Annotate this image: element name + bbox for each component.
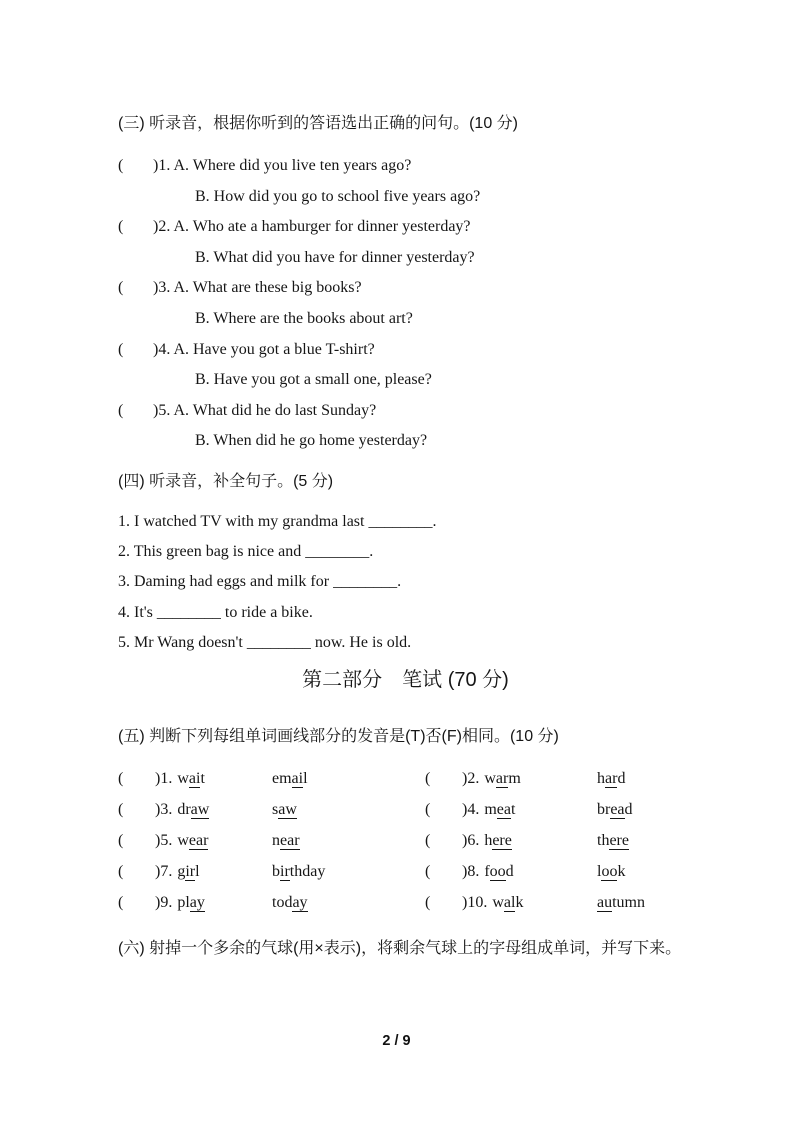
section6-heading: (六) 射掉一个多余的气球(用×表示)，将剩余气球上的字母组成单词，并写下来。 <box>118 939 682 957</box>
word: near <box>272 831 300 849</box>
option-a-text: )2. A. Who ate a hamburger for dinner yesterday? <box>153 218 471 236</box>
question-5-option-a <box>118 396 693 427</box>
fill-sentence-5: 5. Mr Wang doesn't ________ now. He is old. <box>118 633 412 651</box>
pair-9-word-2 <box>272 887 425 918</box>
underlined-letters: au <box>597 893 613 911</box>
pair-3: )3. draw <box>155 800 210 818</box>
word: autumn <box>597 893 645 911</box>
question-2-option-b <box>118 243 693 274</box>
pair-4: )4. meat <box>462 800 516 818</box>
question-5-option-b <box>118 426 693 457</box>
answer-bracket: ( <box>118 279 124 297</box>
section4-heading: (四) 听录音，补全句子。(5 分) <box>118 472 334 490</box>
answer-bracket: ( <box>118 769 124 787</box>
underlined-letters: oo <box>489 862 506 880</box>
word: walk <box>492 893 524 911</box>
word-pair-row <box>118 856 693 887</box>
fill-sentence-1: 1. I watched TV with my grandma last ________. <box>118 512 437 530</box>
word: saw <box>272 800 297 818</box>
underlined-letters: ai <box>188 769 201 787</box>
pair-1: )1. wait <box>155 769 205 787</box>
underlined-letters: aw <box>190 800 210 818</box>
pair-2: )2. warm <box>462 769 521 787</box>
pair-8-word-2 <box>597 856 693 887</box>
answer-bracket: ( <box>425 800 431 818</box>
word: wear <box>177 831 209 849</box>
section4-sentence-list <box>118 507 693 658</box>
word: draw <box>177 800 210 818</box>
question-1-option-a <box>118 151 693 182</box>
pair-8: )8. food <box>462 862 514 880</box>
option-b-text: B. What did you have for dinner yesterday? <box>195 248 475 266</box>
word: bread <box>597 800 633 818</box>
underlined-letters: al <box>503 893 516 911</box>
word: wait <box>177 769 205 787</box>
answer-bracket: ( <box>118 401 124 419</box>
option-b-text: B. How did you go to school five years ago? <box>195 187 481 205</box>
underlined-letters: ir <box>280 862 290 880</box>
answer-bracket: ( <box>118 893 124 911</box>
pair-4-word-2 <box>597 794 693 825</box>
section3-question-list <box>118 151 693 457</box>
pair-2-word-2 <box>597 763 693 794</box>
option-a-text: )4. A. Have you got a blue T-shirt? <box>153 340 375 358</box>
part2-title: 第二部分 笔试 (70 分) <box>302 668 509 691</box>
word: warm <box>484 769 521 787</box>
option-b-text: B. Where are the books about art? <box>195 309 413 327</box>
pair-10-word-2 <box>597 887 693 918</box>
word: meat <box>484 800 516 818</box>
question-3-option-b <box>118 304 693 335</box>
answer-bracket: ( <box>118 340 124 358</box>
page-number: 2 / 9 <box>382 1033 411 1049</box>
fill-sentence-2: 2. This green bag is nice and ________. <box>118 543 374 561</box>
underlined-letters: ea <box>610 800 625 818</box>
word: play <box>177 893 205 911</box>
word-pair-row <box>118 763 693 794</box>
underlined-letters: ere <box>492 831 512 849</box>
option-b-text: B. Have you got a small one, please? <box>195 371 432 389</box>
word: email <box>272 769 308 787</box>
answer-bracket: ( <box>425 862 431 880</box>
word: today <box>272 893 308 911</box>
word-pair-row <box>118 887 693 918</box>
answer-bracket: ( <box>425 769 431 787</box>
underlined-letters: ir <box>185 862 196 880</box>
word: hard <box>597 769 626 787</box>
pair-6: )6. here <box>462 831 512 849</box>
option-a-text: )5. A. What did he do last Sunday? <box>153 401 377 419</box>
underlined-letters: ere <box>609 831 629 849</box>
word: look <box>597 862 626 880</box>
option-a-text: )3. A. What are these big books? <box>153 279 362 297</box>
answer-bracket: ( <box>118 157 124 174</box>
underlined-letters: ar <box>605 769 618 787</box>
answer-bracket: ( <box>425 831 431 849</box>
pair-6-word-2 <box>597 825 693 856</box>
question-3-option-a <box>118 273 693 304</box>
option-a-text: )1. A. Where did you live ten years ago? <box>153 157 412 174</box>
question-4-option-a <box>118 335 693 366</box>
fill-sentence-3: 3. Daming had eggs and milk for ________. <box>118 573 402 591</box>
section5-heading: (五) 判断下列每组单词画线部分的发音是(T)否(F)相同。(10 分) <box>118 727 559 745</box>
answer-bracket: ( <box>118 831 124 849</box>
underlined-letters: ay <box>292 893 308 911</box>
answer-bracket: ( <box>118 862 124 880</box>
pair-7: )7. girl <box>155 862 200 880</box>
underlined-letters: aw <box>278 800 297 818</box>
pair-7-word-2 <box>272 856 425 887</box>
pair-5-word-2 <box>272 825 425 856</box>
underlined-letters: oo <box>601 862 618 880</box>
question-4-option-b <box>118 365 693 396</box>
question-2-option-a <box>118 212 693 243</box>
word: there <box>597 831 629 849</box>
section3-heading: (三) 听录音，根据你听到的答语选出正确的问句。(10 分) <box>118 115 519 132</box>
word-pair-row <box>118 825 693 856</box>
underlined-letters: ear <box>188 831 209 849</box>
underlined-letters: ay <box>189 893 205 911</box>
word: here <box>484 831 512 849</box>
pair-1-word-2 <box>272 763 425 794</box>
pair-10: )10. walk <box>462 893 524 911</box>
word: girl <box>177 862 200 880</box>
underlined-letters: ar <box>495 769 509 787</box>
pair-3-word-2 <box>272 794 425 825</box>
underlined-letters: ear <box>280 831 300 849</box>
answer-bracket: ( <box>425 893 431 911</box>
fill-sentence-4: 4. It's ________ to ride a bike. <box>118 603 313 621</box>
option-b-text: B. When did he go home yesterday? <box>195 432 428 450</box>
word-pair-row <box>118 794 693 825</box>
underlined-letters: ai <box>291 769 304 787</box>
word: birthday <box>272 862 326 880</box>
word: food <box>484 862 514 880</box>
underlined-letters: ea <box>496 800 511 818</box>
answer-bracket: ( <box>118 218 124 236</box>
answer-bracket: ( <box>118 800 124 818</box>
pair-5: )5. wear <box>155 831 209 849</box>
pair-9: )9. play <box>155 893 205 911</box>
question-1-option-b <box>118 182 693 213</box>
section5-word-table <box>118 763 693 918</box>
